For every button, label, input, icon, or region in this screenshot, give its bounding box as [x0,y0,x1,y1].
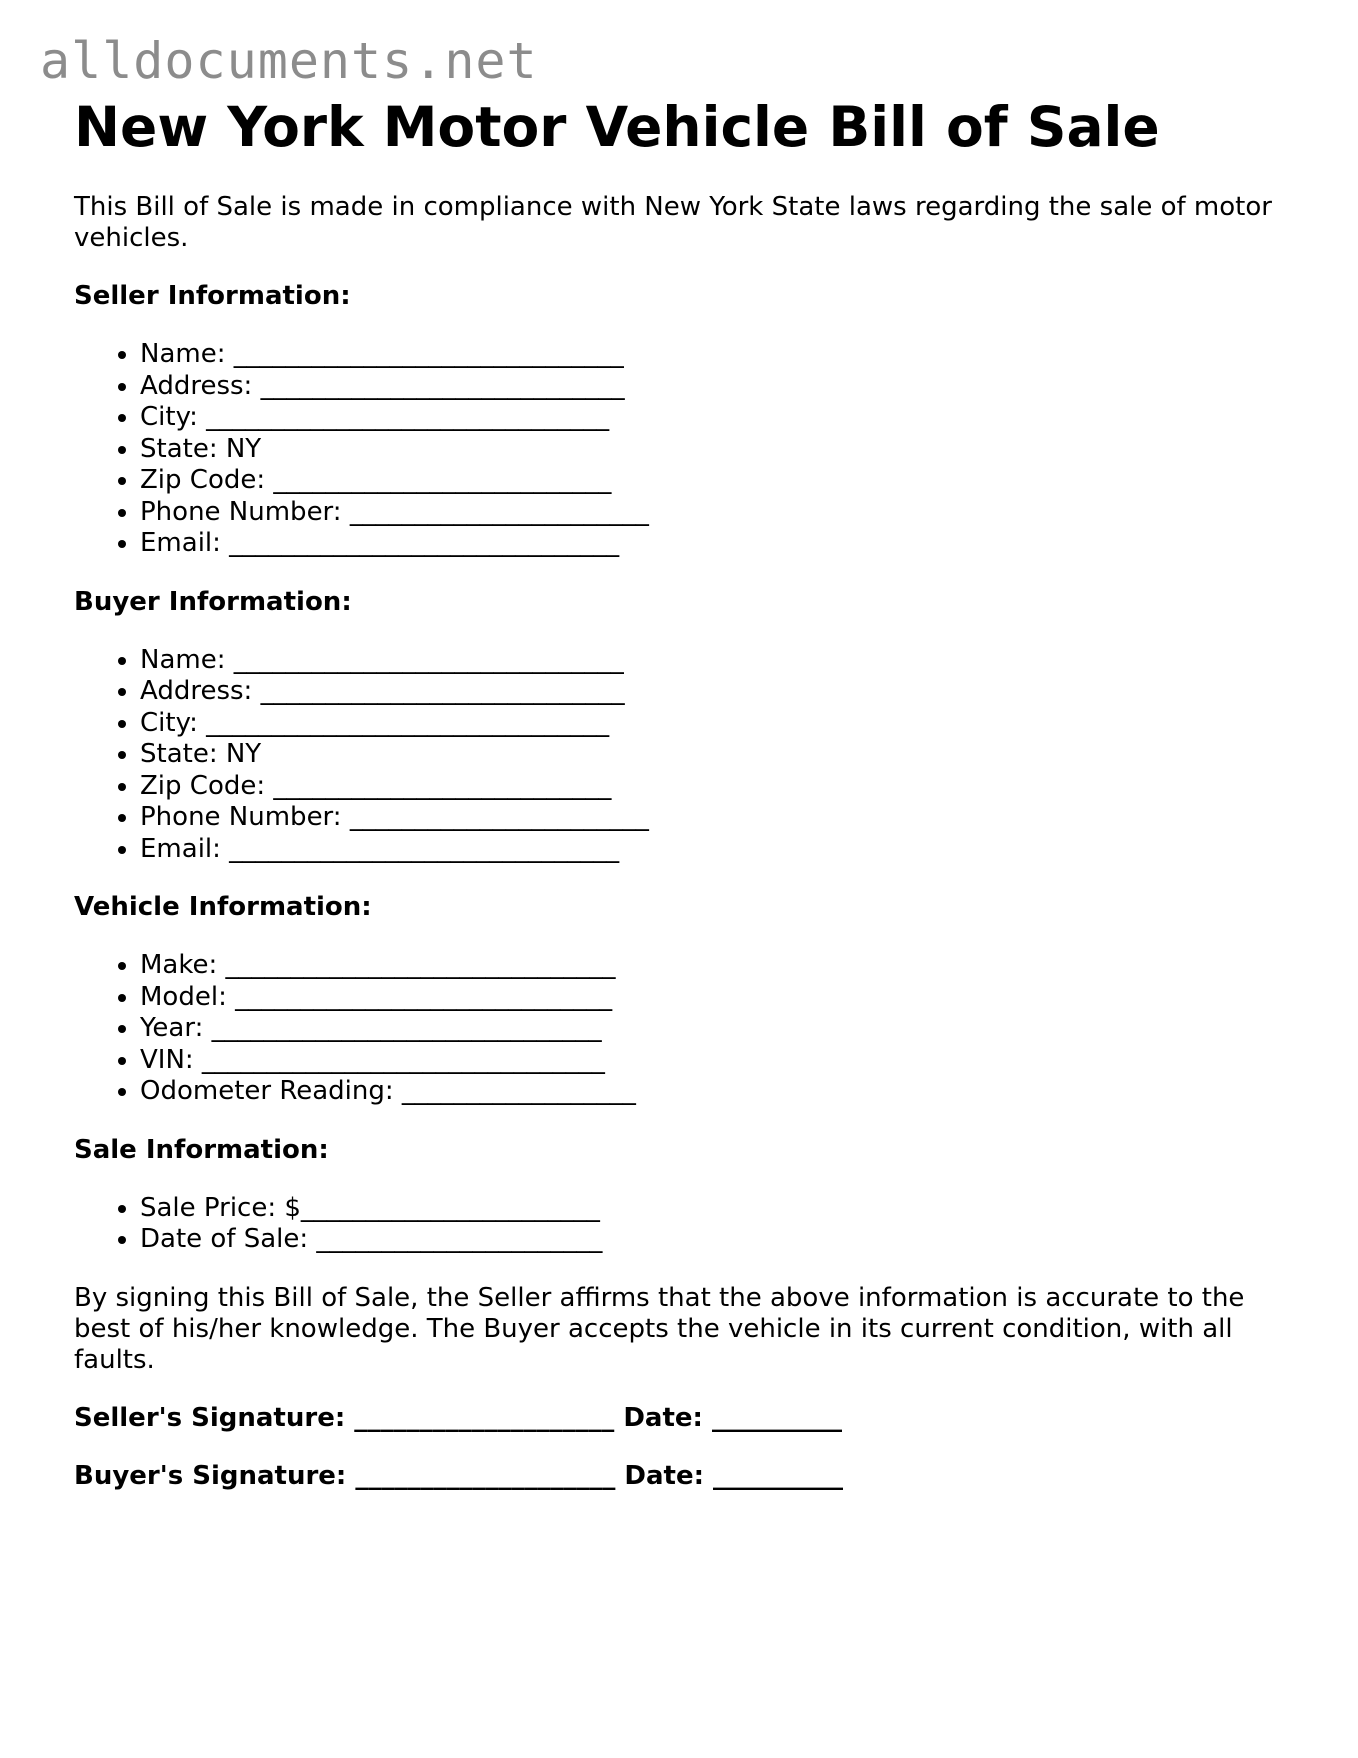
buyer-state-field: • State: NY [140,739,1284,771]
document-body [74,94,1284,1492]
buyer-zip-field: • Zip Code: __________________________ [140,771,1284,803]
buyer-section-heading: Buyer Information: [74,586,352,617]
sale-section-heading: Sale Information: [74,1134,329,1165]
seller-zip-field: • Zip Code: __________________________ [140,465,1284,497]
vehicle-section-heading: Vehicle Information: [74,892,372,922]
buyer-phone-field: • Phone Number: _______________________ [140,802,1284,834]
seller-phone-field: • Phone Number: _______________________ [140,497,1284,529]
vehicle-vin-field: • VIN: _______________________________ [140,1045,1284,1077]
seller-state-field: • State: NY [140,434,1284,466]
seller-section-heading: Seller Information: [74,281,351,311]
seller-city-field: • City: _______________________________ [140,402,1284,434]
vehicle-make-field: • Make: ______________________________ [140,950,1284,982]
seller-address-field: • Address: ____________________________ [140,371,1284,403]
sale-price-field: • Sale Price: $_______________________ [140,1193,1284,1225]
buyer-name-field: • Name: ______________________________ [140,645,1284,677]
seller-signature-line: Seller's Signature: ____________________ Date: __________ [74,1402,842,1433]
buyer-email-field: • Email: ______________________________ [140,834,1284,866]
affirmation-paragraph: By signing this Bill of Sale, the Seller affirms that the above information is accurate to the best of his/her knowledge. The Buyer accepts the vehicle in its current condition, with all faults. [74,1282,1245,1375]
buyer-fields-list [74,645,1284,866]
seller-email-field: • Email: ______________________________ [140,528,1284,560]
seller-name-field: • Name: ______________________________ [140,339,1284,371]
document-title: New York Motor Vehicle Bill of Sale [74,95,1160,159]
sale-date-field: • Date of Sale: ______________________ [140,1224,1284,1256]
buyer-signature-line: Buyer's Signature: ____________________ Date: __________ [74,1460,844,1491]
vehicle-fields-list [74,950,1284,1108]
vehicle-year-field: • Year: ______________________________ [140,1013,1284,1045]
intro-paragraph: This Bill of Sale is made in compliance with New York State laws regarding the sale of motor vehicles. [74,192,1272,253]
buyer-address-field: • Address: ____________________________ [140,676,1284,708]
vehicle-odometer-field: • Odometer Reading: __________________ [140,1076,1284,1108]
seller-fields-list [74,339,1284,560]
sale-fields-list [74,1193,1284,1256]
watermark: alldocuments.net [40,32,538,90]
vehicle-model-field: • Model: _____________________________ [140,982,1284,1014]
buyer-city-field: • City: _______________________________ [140,708,1284,740]
